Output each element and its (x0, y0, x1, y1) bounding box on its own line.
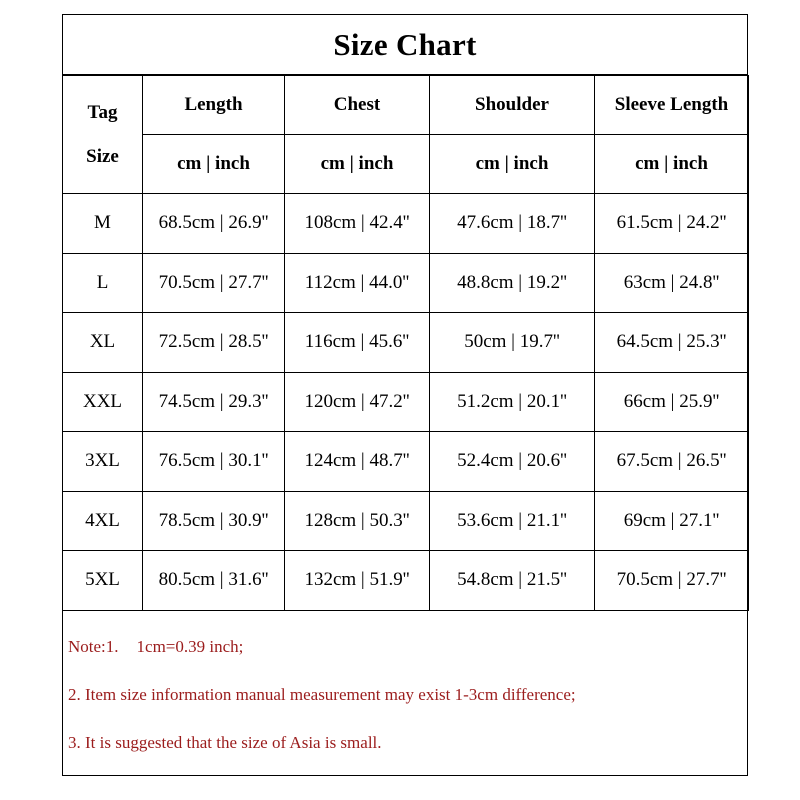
sleeve-length-value: 67.5cm | 26.5'' (595, 432, 749, 492)
shoulder-value: 51.2cm | 20.1'' (430, 372, 595, 432)
sleeve-length-value: 66cm | 25.9'' (595, 372, 749, 432)
table-row (63, 194, 749, 254)
length-value: 80.5cm | 31.6'' (143, 551, 285, 611)
note-1 (68, 637, 243, 657)
note-1-text: 1cm=0.39 inch; (136, 637, 244, 656)
shoulder-value: 50cm | 19.7'' (430, 313, 595, 373)
chest-value: 112cm | 44.0'' (285, 253, 430, 313)
size-table (62, 75, 749, 611)
chest-value: 108cm | 42.4'' (285, 194, 430, 254)
table-row (63, 491, 749, 551)
size-label: XL (63, 313, 143, 373)
size-label: XXL (63, 372, 143, 432)
table-row (63, 432, 749, 492)
size-chart-sheet (62, 14, 748, 776)
table-row (63, 372, 749, 432)
shoulder-value: 54.8cm | 21.5'' (430, 551, 595, 611)
table-row (63, 551, 749, 611)
column-header-sleeve-length: Sleeve Length (595, 76, 749, 135)
length-value: 68.5cm | 26.9'' (143, 194, 285, 254)
size-label: 5XL (63, 551, 143, 611)
tag-header-line1: Tag (87, 101, 118, 123)
unit-header-chest: cm | inch (285, 135, 430, 194)
length-value: 74.5cm | 29.3'' (143, 372, 285, 432)
tag-header-line2: Size (86, 145, 119, 167)
table-row (63, 313, 749, 373)
length-value: 76.5cm | 30.1'' (143, 432, 285, 492)
unit-header-shoulder: cm | inch (430, 135, 595, 194)
shoulder-value: 53.6cm | 21.1'' (430, 491, 595, 551)
shoulder-value: 47.6cm | 18.7'' (430, 194, 595, 254)
unit-header-sleeve-length: cm | inch (595, 135, 749, 194)
size-label: M (63, 194, 143, 254)
length-value: 78.5cm | 30.9'' (143, 491, 285, 551)
chest-value: 132cm | 51.9'' (285, 551, 430, 611)
note-2: 2. Item size information manual measurement may exist 1-3cm difference; (68, 685, 576, 704)
note-3: 3. It is suggested that the size of Asia is small. (68, 733, 382, 752)
size-label: L (63, 253, 143, 313)
sleeve-length-value: 69cm | 27.1'' (595, 491, 749, 551)
sleeve-length-value: 70.5cm | 27.7'' (595, 551, 749, 611)
sleeve-length-value: 63cm | 24.8'' (595, 253, 749, 313)
shoulder-value: 52.4cm | 20.6'' (430, 432, 595, 492)
page-title: Size Chart (63, 15, 747, 75)
column-header-length: Length (143, 76, 285, 135)
chest-value: 120cm | 47.2'' (285, 372, 430, 432)
unit-header-length: cm | inch (143, 135, 285, 194)
size-label: 4XL (63, 491, 143, 551)
column-header-chest: Chest (285, 76, 430, 135)
size-label: 3XL (63, 432, 143, 492)
length-value: 70.5cm | 27.7'' (143, 253, 285, 313)
sleeve-length-value: 61.5cm | 24.2'' (595, 194, 749, 254)
table-row (63, 253, 749, 313)
note-1-prefix: Note:1. (68, 637, 119, 656)
notes-section (63, 613, 747, 777)
header-row-names (63, 76, 749, 135)
chest-value: 116cm | 45.6'' (285, 313, 430, 373)
length-value: 72.5cm | 28.5'' (143, 313, 285, 373)
chest-value: 128cm | 50.3'' (285, 491, 430, 551)
header-row-units (63, 135, 749, 194)
column-header-shoulder: Shoulder (430, 76, 595, 135)
shoulder-value: 48.8cm | 19.2'' (430, 253, 595, 313)
tag-size-header (63, 76, 143, 194)
sleeve-length-value: 64.5cm | 25.3'' (595, 313, 749, 373)
chest-value: 124cm | 48.7'' (285, 432, 430, 492)
